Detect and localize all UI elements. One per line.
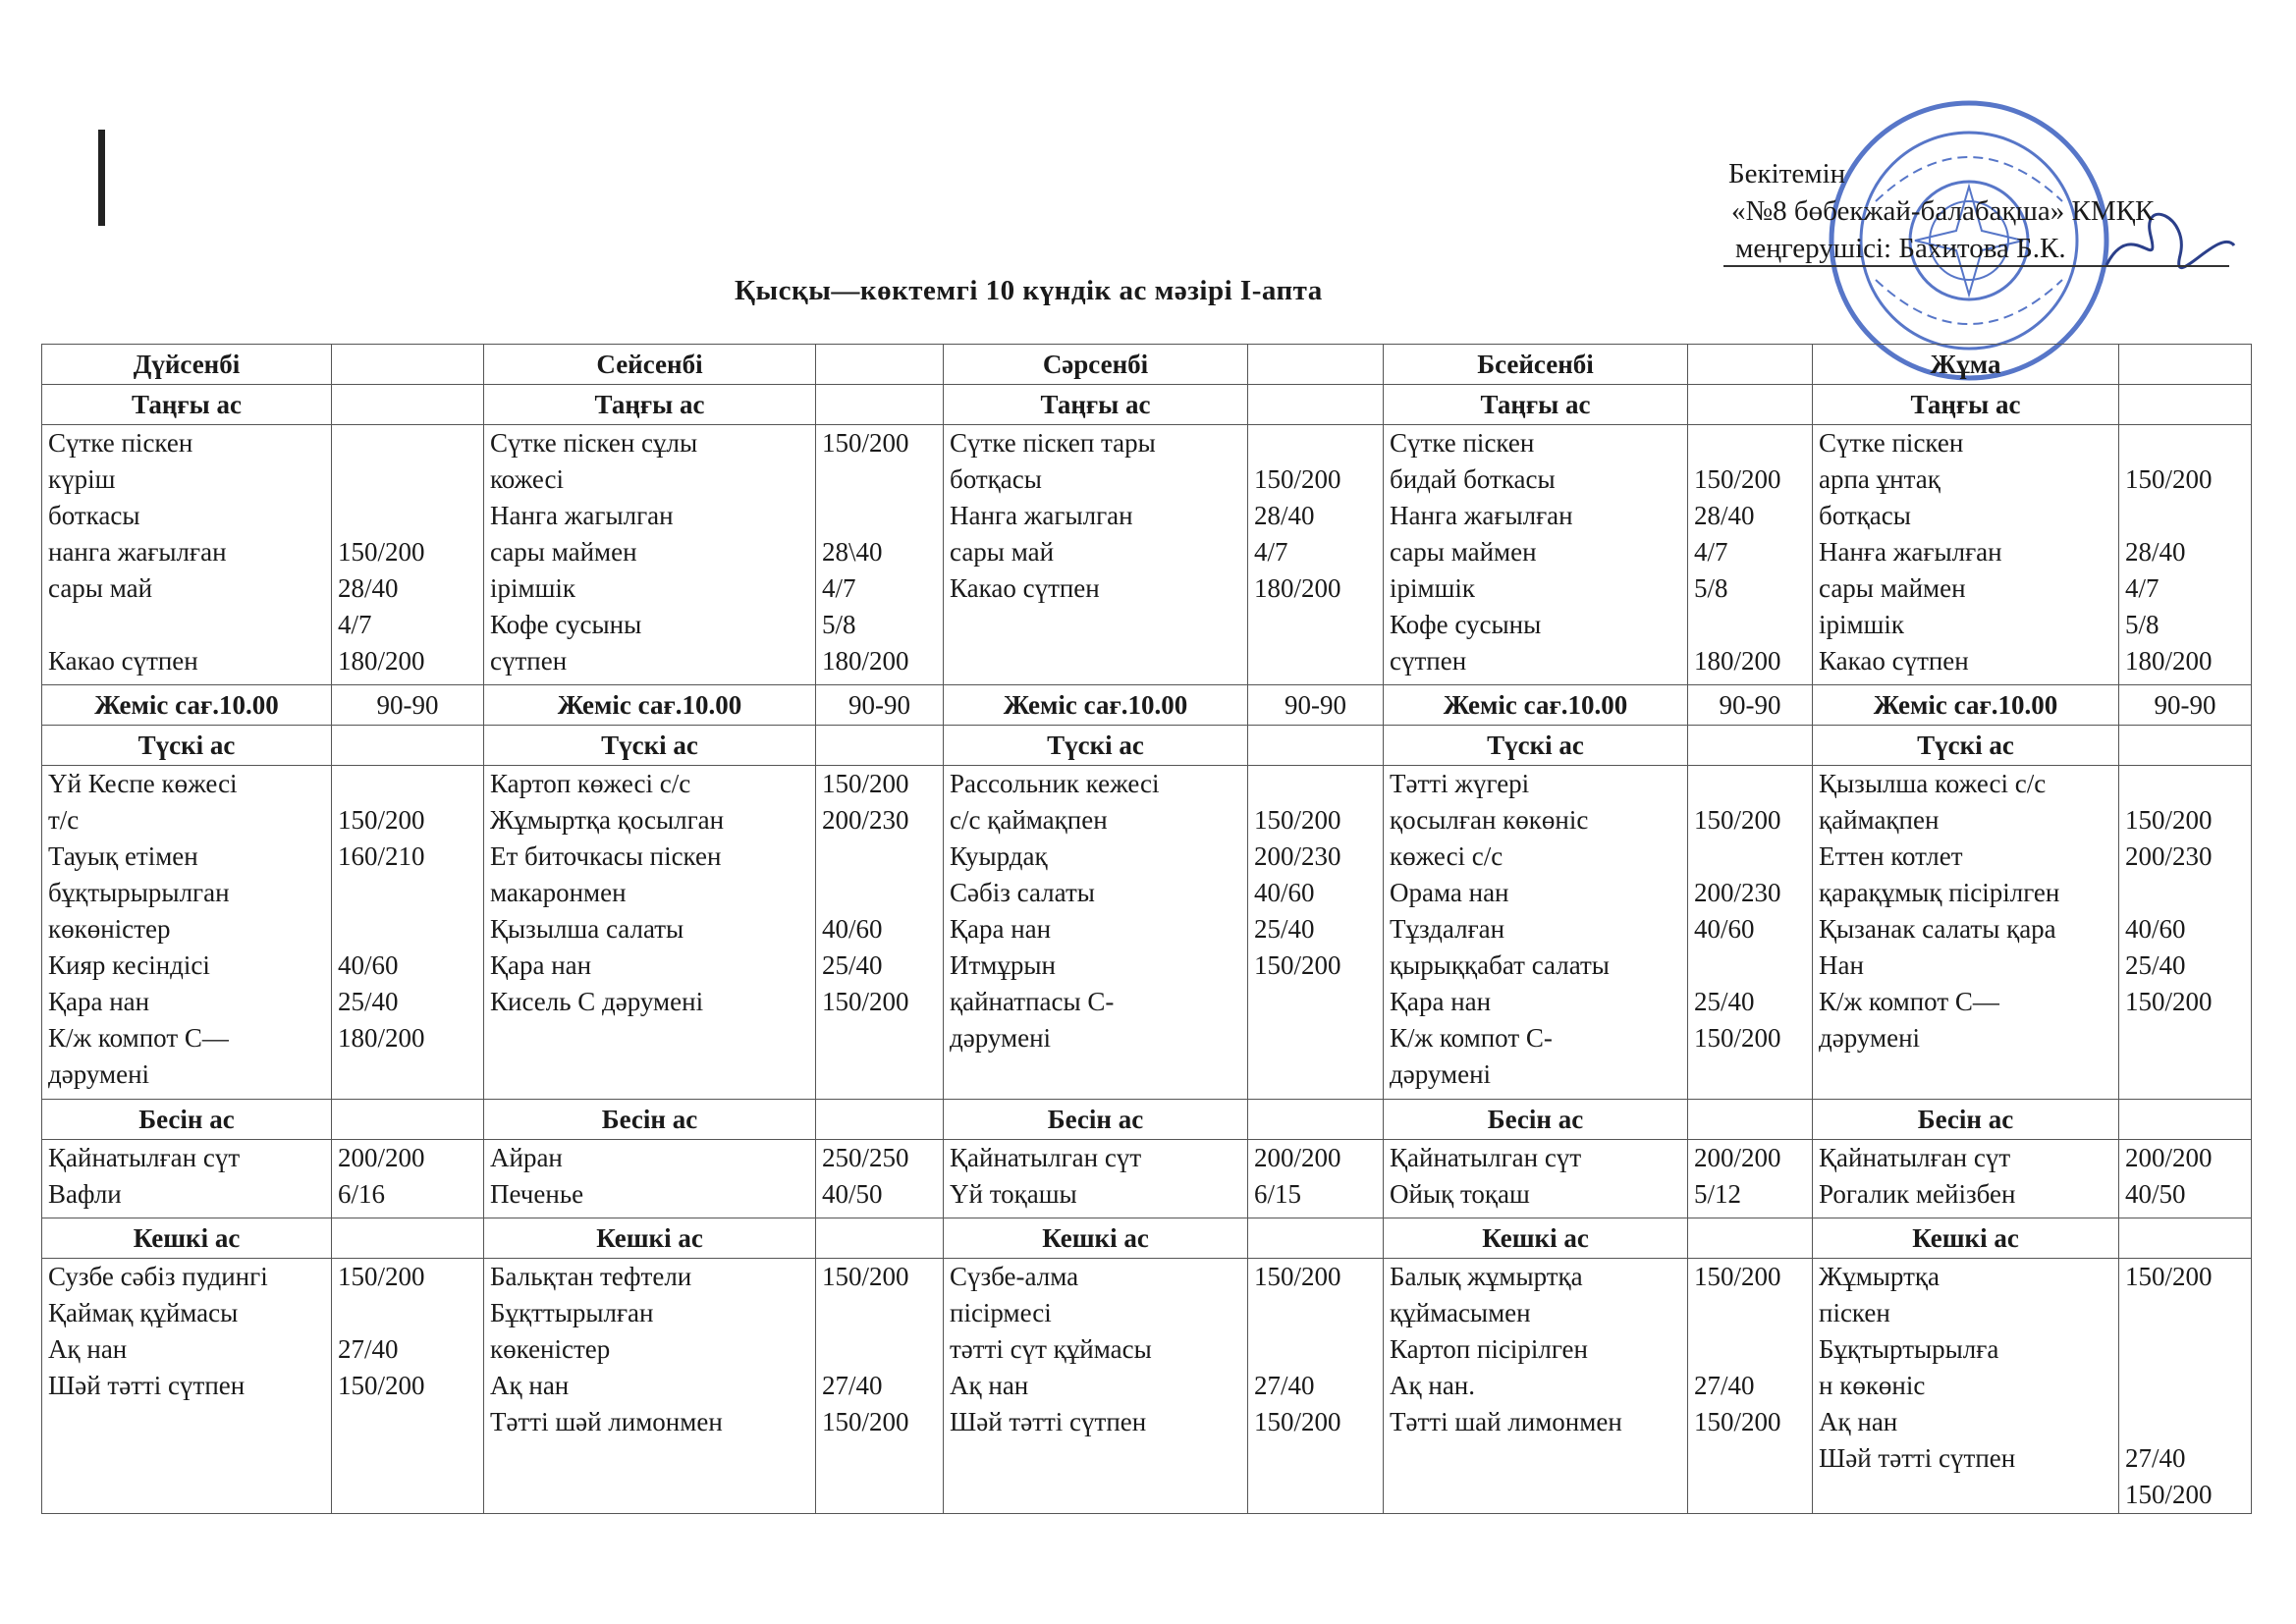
dish-cell: Сүтке піскеп тары ботқасы Нанга жагылган сары май Какао сүтпен [944,425,1248,685]
meal-header: Таңғы ас [484,385,816,425]
dish-cell: Қайнатылған сүт Рогалик мейізбен [1813,1140,2119,1218]
qty-cell: 150/200 27/40 150/200 [816,1259,944,1514]
approval-line-2: «№8 бөбекжай-балабақша» КМҚК [1731,195,2155,227]
qty-cell: 150/200 200/230 40/60 25/40 150/200 [1248,766,1384,1100]
dish-cell: Қызылша кожесі с/с қаймақпен Еттен котлет қарақұмық пісірілген Қызанак салаты қара Нан К/ж компот С— дәрумені [1813,766,2119,1100]
dish-cell: Сүтке піскен күріш боткасы нанга жағылған сары май Какао сүтпен [42,425,332,685]
dish-cell: Сүтке піскен бидай боткасы Нанга жағылған сары маймен ірімшік Кофе сусыны сүтпен [1384,425,1688,685]
snack-row [42,1140,2252,1218]
qty-cell: 150/200 27/40 150/200 [332,1259,484,1514]
meal-header: Бесін ас [484,1100,816,1140]
days-row [42,345,2252,385]
qty-cell: 200/200 40/50 [2119,1140,2252,1218]
dish-cell: Картоп көжесі с/с Жұмыртқа қосылган Ет биточкасы піскен макаронмен Қызылша салаты Қара нан Кисель С дәрумені [484,766,816,1100]
qty-cell: 150/200 27/40 150/200 [1248,1259,1384,1514]
qty-cell: 200/200 5/12 [1688,1140,1813,1218]
fruit-label: Жеміс сағ.10.00 [1813,685,2119,726]
dish-cell: Рассольник кежесі с/с қаймақпен Куырдақ Сәбіз салаты Қара нан Итмұрын қайнатпасы С- дәрумені [944,766,1248,1100]
meal-header: Бесін ас [42,1100,332,1140]
qty-cell: 200/200 6/16 [332,1140,484,1218]
meal-header: Түскі ас [484,726,816,766]
day-header: Дүйсенбі [42,345,332,385]
signature-line [1723,265,2229,267]
fruit-label: Жеміс сағ.10.00 [42,685,332,726]
dish-cell: Қайнатылған сүт Вафли [42,1140,332,1218]
qty-cell: 150/200 200/230 40/60 25/40 150/200 [816,766,944,1100]
dish-cell: Қайнатылган сүт Ойық тоқаш [1384,1140,1688,1218]
meal-header: Кешкі ас [1384,1218,1688,1259]
qty-cell: 150/200 28/40 4/7 180/200 [332,425,484,685]
approval-block [1728,155,2154,267]
meal-header: Түскі ас [1813,726,2119,766]
meal-header: Түскі ас [944,726,1248,766]
qty-cell: 150/200 27/40 150/200 [2119,1259,2252,1514]
dinner-header-row [42,1218,2252,1259]
fruit-weight: 90-90 [2119,685,2252,726]
dish-cell: Сүтке піскен сұлы кожесі Нанга жагылган сары маймен ірімшік Кофе сусыны сүтпен [484,425,816,685]
dish-cell: Жұмыртқа піскен Бұқтыртырылға н көкөніс Ақ нан Шәй тәтті сүтпен [1813,1259,2119,1514]
dish-cell: Сүтке піскен арпа ұнтақ ботқасы Нанға жағылған сары маймен ірімшік Какао сүтпен [1813,425,2119,685]
dish-cell: Қайнатылган сүт Үй тоқашы [944,1140,1248,1218]
fruit-label: Жеміс сағ.10.00 [944,685,1248,726]
page-title: Қысқы—көктемгі 10 күндік ас мәзірі І-апта [735,275,1323,306]
meal-header: Кешкі ас [1813,1218,2119,1259]
fruit-row [42,685,2252,726]
dish-cell: Балық жұмыртқа құймасымен Картоп пісірілген Ақ нан. Тәтті шай лимонмен [1384,1259,1688,1514]
day-header: Сейсенбі [484,345,816,385]
day-header: Жұма [1813,345,2119,385]
day-header: Сәрсенбі [944,345,1248,385]
meal-header: Таңғы ас [42,385,332,425]
dinner-row [42,1259,2252,1514]
dish-cell: Тәтті жүгері қосылған көкөніс көжесі с/с Орама нан Тұздалған қырыққабат салаты Қара нан К/ж компот С- дәрумені [1384,766,1688,1100]
meal-header: Таңғы ас [944,385,1248,425]
meal-header: Кешкі ас [42,1218,332,1259]
fruit-weight: 90-90 [332,685,484,726]
fruit-label: Жеміс сағ.10.00 [484,685,816,726]
meal-header: Таңғы ас [1384,385,1688,425]
qty-cell: 150/200 28/40 4/7 5/8 180/200 [2119,425,2252,685]
snack-header-row [42,1100,2252,1140]
lunch-row [42,766,2252,1100]
meal-header: Кешкі ас [484,1218,816,1259]
breakfast-header-row [42,385,2252,425]
menu-table [41,344,2252,1514]
meal-header: Бесін ас [944,1100,1248,1140]
breakfast-row [42,425,2252,685]
day-header: Бсейсенбі [1384,345,1688,385]
meal-header: Бесін ас [1813,1100,2119,1140]
lunch-header-row [42,726,2252,766]
qty-cell: 150/200 28/40 4/7 5/8 180/200 [1688,425,1813,685]
meal-header: Кешкі ас [944,1218,1248,1259]
fruit-weight: 90-90 [1688,685,1813,726]
fruit-weight: 90-90 [1248,685,1384,726]
qty-cell: 150/200 160/210 40/60 25/40 180/200 [332,766,484,1100]
approval-line-1: Бекітемін [1728,158,1846,189]
qty-cell: 250/250 40/50 [816,1140,944,1218]
qty-cell: 150/200 200/230 40/60 25/40 150/200 [1688,766,1813,1100]
qty-cell: 150/200 28/40 4/7 180/200 [1248,425,1384,685]
dish-cell: Сүзбе-алма пісірмесі тәтті сүт құймасы Ақ нан Шәй тәтті сүтпен [944,1259,1248,1514]
qty-cell: 150/200 28\40 4/7 5/8 180/200 [816,425,944,685]
meal-header: Түскі ас [42,726,332,766]
qty-cell: 200/200 6/15 [1248,1140,1384,1218]
fruit-weight: 90-90 [816,685,944,726]
dish-cell: Үй Кеспе көжесі т/с Тауық етімен бұқтырырылган көкөністер Кияр кесіндісі Қара нан К/ж компот С— дәрумені [42,766,332,1100]
margin-mark [98,130,105,226]
meal-header: Таңғы ас [1813,385,2119,425]
qty-cell: 150/200 27/40 150/200 [1688,1259,1813,1514]
qty-cell: 150/200 200/230 40/60 25/40 150/200 [2119,766,2252,1100]
meal-header: Түскі ас [1384,726,1688,766]
meal-header: Бесін ас [1384,1100,1688,1140]
dish-cell: Бальқтан тефтели Бұқттырылған көкеністер Ақ нан Тәтті шәй лимонмен [484,1259,816,1514]
approval-line-3: меңгерушісі: Бахитова Б.К. [1735,233,2066,264]
dish-cell: Айран Печенье [484,1140,816,1218]
fruit-label: Жеміс сағ.10.00 [1384,685,1688,726]
dish-cell: Сузбе сәбіз пудингі Қаймақ құймасы Ақ нан Шәй тәтті сүтпен [42,1259,332,1514]
